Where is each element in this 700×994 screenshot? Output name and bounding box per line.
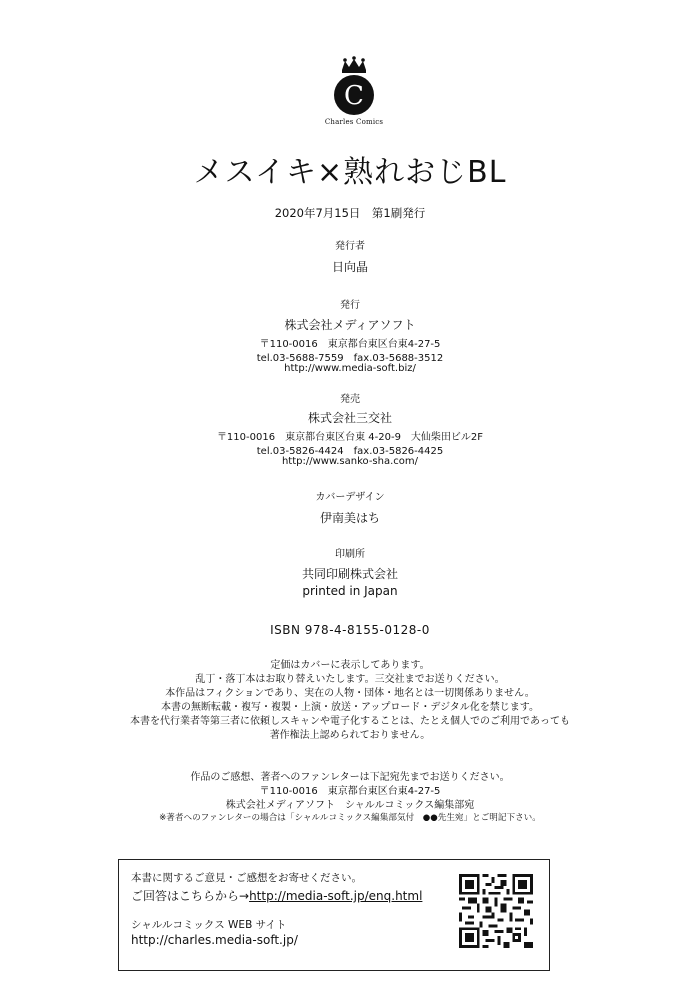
crown-emblem-icon bbox=[314, 56, 394, 118]
notice-line: 乱丁・落丁本はお取り替えいたします。三交社までお送りください。 bbox=[195, 674, 505, 685]
notice-line: 本書を代行業者等第三者に依頼しスキャンや電子化することは、たとえ個人でのご利用であっても bbox=[130, 716, 570, 727]
feedback-link-line bbox=[131, 887, 422, 904]
printer-note: printed in Japan bbox=[302, 584, 398, 598]
notice-line: 定価はカバーに表示してあります。 bbox=[270, 660, 430, 671]
issuer-url[interactable]: http://www.media-soft.biz/ bbox=[284, 363, 416, 374]
book-title: メスイキ×熟れおじBL bbox=[193, 155, 507, 190]
website-label: シャルルコミックス WEB サイト bbox=[131, 919, 287, 931]
printer-name: 共同印刷株式会社 bbox=[301, 567, 398, 581]
website-url[interactable]: http://charles.media-soft.jp/ bbox=[131, 933, 298, 947]
survey-link[interactable]: http://media-soft.jp/enq.html bbox=[249, 889, 423, 903]
logo-text: Charles Comics bbox=[324, 118, 384, 126]
issuer-label: 発行 bbox=[340, 300, 360, 311]
notice-line: 本作品はフィクションであり、実在の人物・団体・地名とは一切関係ありません。 bbox=[165, 688, 535, 699]
printer-label: 印刷所 bbox=[335, 549, 365, 560]
issuer-name: 株式会社メディアソフト bbox=[284, 318, 416, 332]
fan-letter-line: 作品のご感想、著者へのファンレターは下記宛先までお送りください。 bbox=[190, 772, 510, 783]
seller-name: 株式会社三交社 bbox=[307, 411, 392, 425]
seller-url[interactable]: http://www.sanko-sha.com/ bbox=[281, 456, 419, 467]
fan-letter-note: ※著者へのファンレターの場合は「シャルルコミックス編集部気付 ●●先生宛」とご明記下さい。 bbox=[159, 813, 541, 823]
notice-line: 著作権法上認められておりません。 bbox=[269, 730, 431, 741]
fan-letter-address: 〒110-0016 東京都台東区台東4-27-5 bbox=[259, 786, 441, 797]
cover-design-label: カバーデザイン bbox=[315, 492, 385, 503]
feedback-line: 本書に関するご意見・ご感想をお寄せください。 bbox=[131, 872, 362, 884]
seller-address: 〒110-0016 東京都台東区台東 4-20-9 大仙柴田ビル2F bbox=[216, 432, 484, 443]
publication-date: 2020年7月15日 第1刷発行 bbox=[274, 206, 426, 220]
isbn: ISBN 978-4-8155-0128-0 bbox=[270, 623, 430, 637]
cover-design-name: 伊南美はち bbox=[319, 511, 380, 525]
feedback-box bbox=[118, 859, 550, 971]
charles-comics-logo bbox=[314, 56, 394, 134]
publisher-person-label: 発行者 bbox=[335, 241, 365, 252]
seller-tel: tel.03-5826-4424 fax.03-5826-4425 bbox=[256, 446, 444, 457]
fan-letter-recipient: 株式会社メディアソフト シャルルコミックス編集部宛 bbox=[225, 800, 475, 811]
feedback-link-prefix: ご回答はこちらから→ bbox=[131, 889, 250, 903]
logo-letter: C bbox=[344, 81, 364, 111]
seller-label: 発売 bbox=[340, 394, 360, 405]
qr-code-icon[interactable] bbox=[459, 874, 533, 948]
issuer-address: 〒110-0016 東京都台東区台東4-27-5 bbox=[259, 339, 441, 350]
notice-line: 本書の無断転載・複写・複製・上演・放送・アップロード・デジタル化を禁じます。 bbox=[161, 702, 539, 713]
issuer-tel: tel.03-5688-7559 fax.03-5688-3512 bbox=[256, 353, 444, 364]
publisher-person-name: 日向晶 bbox=[331, 260, 368, 274]
